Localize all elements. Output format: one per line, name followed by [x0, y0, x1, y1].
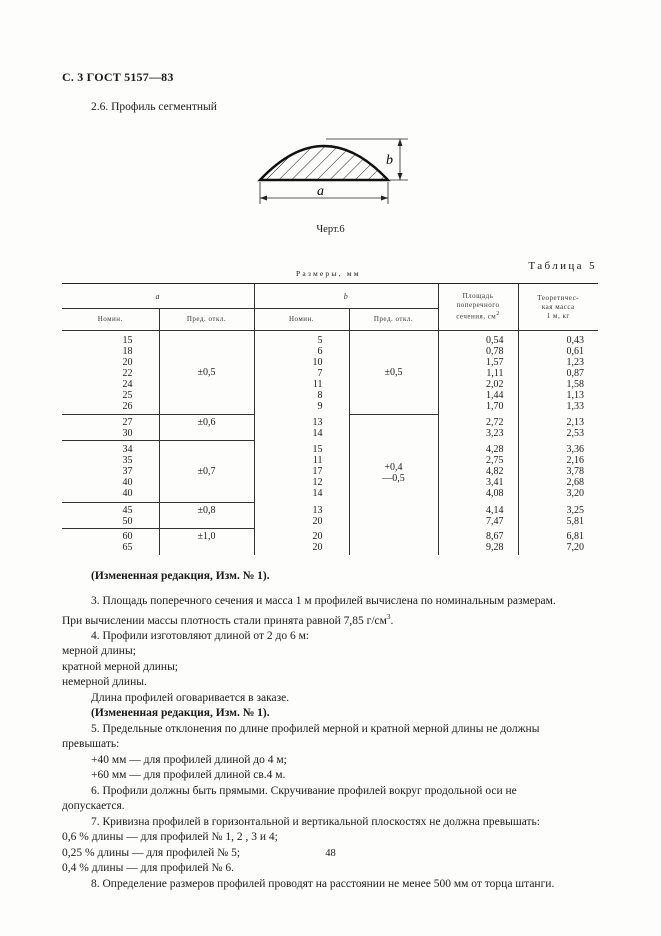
cell-mass: 1,23 [566, 357, 584, 368]
cell-a: 22 [122, 368, 133, 379]
para-5-cont: превышать: [62, 738, 120, 751]
cell-a: 15 [122, 335, 133, 346]
table-row-group-1 [62, 331, 598, 415]
cell-mass: 0,43 [566, 335, 584, 346]
list-item: кратной мерной длины; [62, 660, 178, 673]
cell-area: 2,75 [486, 455, 504, 466]
dimension-a-label: a [317, 184, 324, 199]
cell-mass: 3,25 [566, 504, 584, 516]
cell-b: 7 [317, 368, 323, 379]
para-7: 7. Кривизна профилей в горизонтальной и вертикальной плоскостях не должна превышать: [91, 815, 540, 828]
figure-caption: Черт.6 [316, 224, 345, 235]
cell-b-deviation-empty [349, 529, 438, 555]
cell-b: 20 [312, 530, 323, 542]
b-deviation-plus: +0,4 [384, 461, 403, 473]
table-row-group-5 [62, 529, 598, 555]
cell-a: 26 [122, 401, 133, 412]
cell-b: 6 [317, 346, 323, 357]
list-item: мерной длины; [62, 645, 136, 658]
list-item: +60 мм — для профилей длиной св.4 м. [91, 769, 286, 782]
cell-mass: 3,78 [566, 466, 584, 477]
cell-mass: 0,61 [566, 346, 584, 357]
cell-b-deviation-2 [349, 415, 438, 503]
cell-b: 20 [312, 541, 323, 553]
cell-b: 12 [312, 477, 323, 488]
cell-area: 4,82 [486, 466, 504, 477]
para-3: 3. Площадь поперечного сечения и масса 1 м профилей вычислена по номинальным размерам. [91, 595, 556, 607]
table-units: Размеры, мм [296, 269, 361, 278]
col-mass [518, 284, 598, 331]
cell-a: 60 [122, 530, 133, 542]
cell-mass: 7,20 [566, 541, 584, 553]
cell-area: 4,08 [486, 488, 504, 499]
cell-b: 17 [312, 466, 323, 477]
cell-a: 50 [122, 515, 133, 527]
list-item: 0,4 % длины — для профилей № 6. [62, 862, 234, 875]
dimension-b-label: b [386, 153, 393, 168]
col-mass-line1: Теоретичес- [537, 293, 580, 302]
cell-a: 45 [122, 504, 133, 516]
col-b-nominal: Номин. [254, 309, 349, 331]
cell-area: 1,57 [486, 357, 504, 368]
profile-dimensions-table [62, 283, 598, 555]
cell-a: 27 [122, 416, 133, 428]
section-title: 2.6. Профиль сегментный [91, 101, 217, 113]
cell-area: 2,72 [486, 416, 504, 428]
para-6: 6. Профили должны быть прямыми. Скручивание профилей вокруг продольной оси не [91, 784, 517, 797]
para-5: 5. Предельные отклонения по длине профилей мерной и кратной мерной длины не должны [91, 722, 540, 735]
b-deviation-minus: —0,5 [382, 472, 405, 484]
cell-b: 9 [317, 401, 323, 412]
cell-b: 10 [312, 357, 323, 368]
cell-a: 18 [122, 346, 133, 357]
cell-mass: 5,81 [566, 515, 584, 527]
col-group-a: a [62, 284, 254, 309]
cell-a: 65 [122, 541, 133, 553]
cell-mass: 1,33 [566, 401, 584, 412]
cell-mass: 2,13 [566, 416, 584, 428]
cell-mass: 2,68 [566, 477, 584, 488]
col-group-b: b [254, 284, 438, 309]
cell-b: 14 [312, 488, 323, 499]
para-4-note: Длина профилей оговаривается в заказе. [91, 691, 290, 704]
cell-area: 8,67 [486, 530, 504, 542]
cell-mass: 3,20 [566, 488, 584, 499]
col-a-nominal: Номин. [62, 309, 159, 331]
cell-b: 8 [317, 390, 323, 401]
cell-a: 24 [122, 379, 133, 390]
segment-profile-drawing [250, 132, 410, 214]
cell-a: 30 [122, 427, 133, 439]
col-area-line2: поперечного [456, 301, 500, 310]
para-6-cont: допускается. [62, 800, 125, 813]
cell-b: 13 [312, 416, 323, 428]
cell-a: 35 [122, 455, 133, 466]
cell-area: 4,14 [486, 504, 504, 516]
cell-a-deviation: ±1,0 [159, 529, 254, 555]
cell-mass: 1,58 [566, 379, 584, 390]
col-area-line1: Площадь [462, 292, 494, 301]
table-row-group-4 [62, 503, 598, 529]
cell-a: 25 [122, 390, 133, 401]
para-8: 8. Определение размеров профилей проводят на расстоянии не менее 500 мм от торца штанги. [91, 877, 555, 890]
cell-area: 1,70 [486, 401, 504, 412]
cell-a-deviation: ±0,7 [159, 441, 254, 503]
col-mass-line3: 1 м, кг [546, 311, 570, 320]
cell-area: 2,02 [486, 379, 504, 390]
cell-b: 11 [312, 379, 323, 390]
para-4: 4. Профили изготовляют длиной от 2 до 6 м: [91, 629, 310, 642]
cell-area: 0,78 [486, 346, 504, 357]
cell-a: 37 [122, 466, 133, 477]
cell-area: 9,28 [486, 541, 504, 553]
cell-a-deviation: ±0,8 [159, 503, 254, 529]
cell-a: 20 [122, 357, 133, 368]
cell-mass: 1,13 [566, 390, 584, 401]
cell-b: 5 [317, 335, 323, 346]
cell-b: 20 [312, 515, 323, 527]
list-item: немерной длины. [62, 676, 147, 689]
cell-b: 15 [312, 444, 323, 455]
cell-b: 13 [312, 504, 323, 516]
cell-area: 4,28 [486, 444, 504, 455]
cell-area: 0,54 [486, 335, 504, 346]
cell-b: 14 [312, 427, 323, 439]
col-b-deviation: Пред. откл. [349, 309, 438, 331]
para-3-cont: При вычислении массы плотность стали принята равной 7,85 $г/см^3$. [62, 612, 394, 627]
table-row-group-2 [62, 415, 598, 441]
table-row-group-3 [62, 441, 598, 503]
page-number: 48 [325, 848, 336, 859]
col-mass-line2: кая масса [541, 302, 575, 311]
cell-a-deviation: ±0,5 [159, 331, 254, 415]
cell-a: 34 [122, 444, 133, 455]
col-a-deviation: Пред. откл. [159, 309, 254, 331]
cell-area: 3,41 [486, 477, 504, 488]
cell-mass: 3,36 [566, 444, 584, 455]
cell-a: 40 [122, 477, 133, 488]
cell-b-deviation: ±0,5 [349, 331, 438, 415]
amendment-note: (Измененная редакция, Изм. № 1). [91, 570, 270, 582]
cell-area: 1,11 [486, 368, 504, 379]
page-header: С. 3 ГОСТ 5157—83 [62, 70, 174, 84]
list-item: +40 мм — для профилей длиной до 4 м; [91, 753, 287, 766]
cell-a-deviation: ±0,6 [159, 415, 254, 441]
cell-area: 1,44 [486, 390, 504, 401]
col-area [438, 284, 518, 331]
cell-mass: 6,81 [566, 530, 584, 542]
table-title: Таблица 5 [528, 260, 597, 272]
cell-b-deviation-empty [349, 503, 438, 529]
cell-mass: 2,53 [566, 427, 584, 439]
cell-area: 3,23 [486, 427, 504, 439]
list-item: 0,6 % длины — для профилей № 1, 2 , 3 и 4; [62, 831, 278, 844]
list-item: 0,25 % длины — для профилей № 5; [62, 846, 241, 859]
cell-b: 11 [312, 455, 323, 466]
cell-a: 40 [122, 488, 133, 499]
cell-mass: 2,16 [566, 455, 584, 466]
cell-area: 7,47 [486, 515, 504, 527]
cell-mass: 0,87 [566, 368, 584, 379]
amendment-note-2: (Измененная редакция, Изм. № 1). [91, 707, 270, 720]
col-area-line3: сечения, $см^2$ [456, 311, 500, 321]
